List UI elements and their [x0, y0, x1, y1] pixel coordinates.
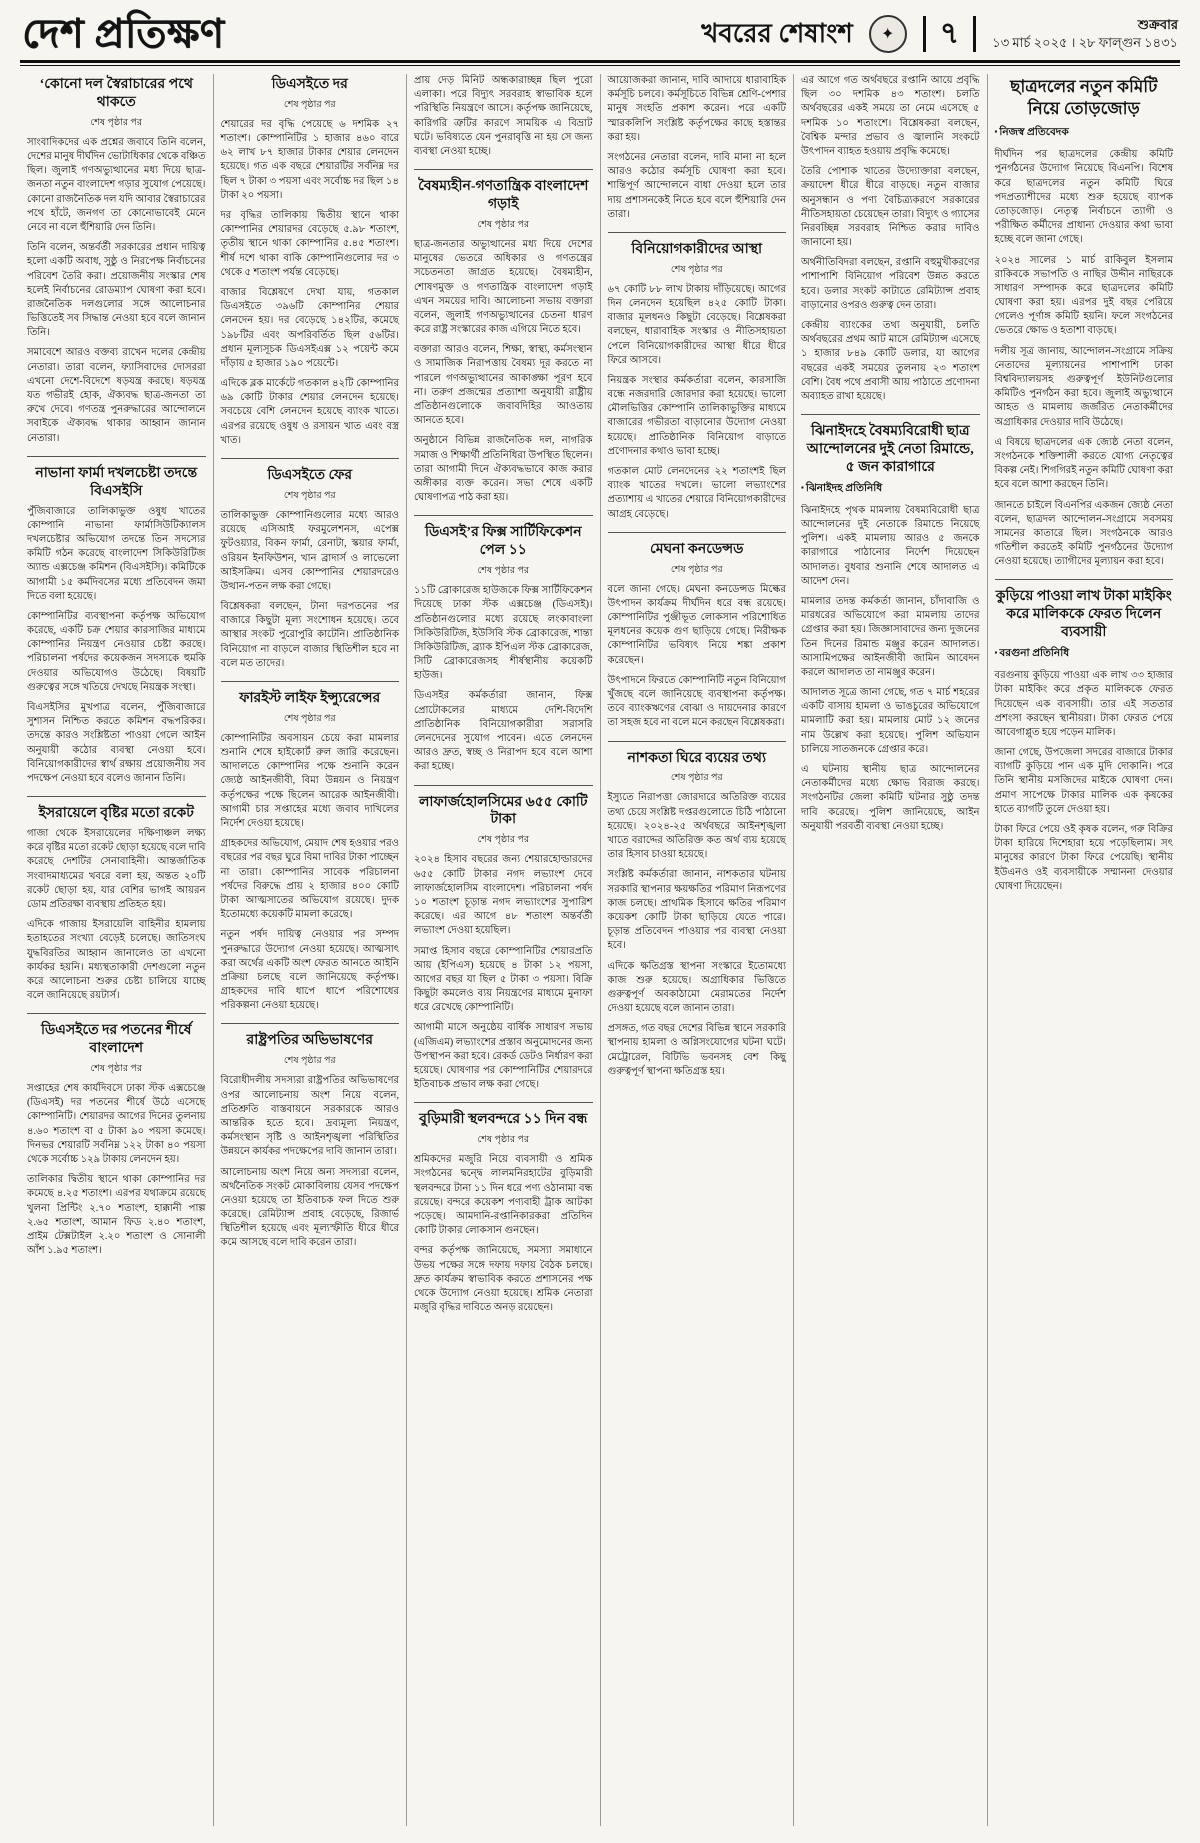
- article-paragraph: সাংবাদিকদের এক প্রশ্নের জবাবে তিনি বলেন, দেশের মানুষ দীর্ঘদিন ভোটাধিকার থেকে বঞ্চিত ছিল। জুলাই গণঅভ্যুত্থানের মধ্য দিয়ে ছাত্র-জনতা নতুন বাংলাদেশ গড়ার সুযোগ পেয়েছে। কোনো রাজনৈতিক দল যদি আবার স্বৈরাচারের পথে হাঁটে, জনগণ তা কোনোভাবেই মেনে নেবে না বলে হুঁশিয়ারি দেন তিনি।: [27, 136, 206, 233]
- masthead-right: [701, 15, 1178, 53]
- article-paragraph: এ ঘটনায় স্থানীয় ছাত্র আন্দোলনের নেতাকর্মীদের মধ্যে ক্ষোভ বিরাজ করছে। সংগঠনটির জেলা কমিটি ঘটনার সুষ্ঠু তদন্ত দাবি করেছে। পুলিশ জানিয়েছে, আইন অনুযায়ী পরবর্তী ব্যবস্থা নেওয়া হচ্ছে।: [801, 764, 980, 832]
- article-headline: ইসরায়েলে বৃষ্টির মতো রকেট: [27, 796, 206, 823]
- article-paragraph: জানা গেছে, উপজেলা সদরের বাজারে টাকার ব্যাগটি কুড়িয়ে পান এক মুদি দোকানি। পরে তিনি স্থানীয় মসজিদের মাইকে ঘোষণা দেন। প্রমাণ সাপেক্ষে টাকার মালিক এক কৃষকের হাতে ব্যাগটি তুলে দেওয়া হয়।: [994, 747, 1173, 815]
- continuation-label: শেষ পৃষ্ঠার পর: [90, 1064, 143, 1075]
- news-column-2: [214, 74, 408, 1826]
- article-paragraph: দর বৃদ্ধির তালিকায় দ্বিতীয় স্থানে থাকা কোম্পানির শেয়ারদর বেড়েছে ৫.৯৮ শতাংশ, তৃতীয় স্থানে থাকা কোম্পানির ৫.৪৫ শতাংশ। শীর্ষ দশে থাকা বাকি কোম্পানিগুলোর দর ৩ থেকে ৫ শতাংশ পর্যন্ত বেড়েছে।: [220, 210, 399, 278]
- article-headline: নাশকতা ঘিরে ব্যয়ের তথ্য: [608, 741, 787, 768]
- masthead: [20, 6, 1180, 63]
- date-line: ১৩ মার্চ ২০২৫ । ২৮ ফাল্গুন ১৪৩১: [992, 35, 1178, 50]
- article-byline: ▪ নিজস্ব প্রতিবেদক: [995, 125, 1174, 142]
- article-paragraph: গ্রাহকদের অভিযোগ, মেয়াদ শেষ হওয়ার পরও বছরের পর বছর ঘুরে বিমা দাবির টাকা পাচ্ছেন না তারা। কোম্পানির সাবেক পরিচালনা পর্ষদের বিরুদ্ধে প্রায় ২ হাজার ৪০০ কোটি টাকা আত্মসাতের অভিযোগ রয়েছে। দুদক ইতোমধ্যে কয়েকটি মামলা করেছে।: [220, 838, 399, 921]
- weekday: শুক্রবার: [1137, 16, 1178, 32]
- article-paragraph: মামলার তদন্ত কর্মকর্তা জানান, চাঁদাবাজি ও মারধরের অভিযোগে করা মামলায় তাদের গ্রেপ্তার করা হয়। জিজ্ঞাসাবাদের জন্য দুজনের তিন দিনের রিমান্ড মঞ্জুর করেন আদালত। আসামিপক্ষের আইনজীবী জামিন আবেদন করলে আদালত তা নামঞ্জুর করেন।: [801, 595, 980, 678]
- news-column-4: [601, 74, 795, 1826]
- article-paragraph: শেয়ারের দর বৃদ্ধি পেয়েছে ৬ দশমিক ২৭ শতাংশ। কোম্পানিটির ১ হাজার ৪৬০ বারে ৬২ লাখ ৮৭ হাজার টাকার শেয়ার লেনদেন হয়েছে। গত এক বছরে শেয়ারটির সর্বনিম্ন দর ছিল ৭ টাকা ৩ পয়সা এবং সর্বোচ্চ দর ছিল ১৪ টাকা ২০ পয়সা।: [220, 118, 399, 201]
- date-block: [992, 16, 1178, 52]
- article-paragraph: প্রসঙ্গত, গত বছর দেশের বিভিন্ন স্থানে সরকারি স্থাপনায় হামলা ও অগ্নিসংযোগের ঘটনা ঘটে। মেট্রোরেল, বিটিভি ভবনসহ বেশ কিছু গুরুত্বপূর্ণ স্থাপনা ক্ষতিগ্রস্ত হয়।: [607, 1023, 786, 1077]
- article-paragraph: ১১টি ব্রোকারেজ হাউজকে ফিক্স সার্টিফিকেশন দিয়েছে ঢাকা স্টক এক্সচেঞ্জ (ডিএসই)। প্রতিষ্ঠানগুলোর মধ্যে রয়েছে লংকাবাংলা সিকিউরিটিজ, ইউসিবি স্টক ব্রোকারেজ, শান্তা সিকিউরিটিজ, ব্র্যাক ইপিএল স্টক ব্রোকারেজ, সিটি ব্রোকারেজসহ শীর্ষস্থানীয় কয়েকটি হাউজ।: [414, 585, 593, 682]
- news-column-6: [988, 74, 1181, 1826]
- article-paragraph: এদিকে ক্ষতিগ্রস্ত স্থাপনা সংস্কারে ইতোমধ্যে কাজ শুরু হয়েছে। অগ্রাধিকার ভিত্তিতে গুরুত্বপূর্ণ অবকাঠামো মেরামতের নির্দেশ দেওয়া হয়েছে বলে জানান তারা।: [607, 960, 786, 1015]
- article-paragraph: গাজা থেকে ইসরায়েলের দক্ষিণাঞ্চল লক্ষ্য করে বৃষ্টির মতো রকেট ছোড়া হয়েছে বলে দাবি করেছে দেশটির সেনাবাহিনী। আন্তর্জাতিক সংবাদমাধ্যমের খবরে বলা হয়, অন্তত ২০টি রকেট ছোড়া হয়, যার বেশির ভাগই আয়রন ডোম প্রতিরক্ষা ব্যবস্থায় প্রতিহত হয়।: [27, 828, 206, 910]
- article-paragraph: ইস্যুতে নিরাপত্তা জোরদারে অতিরিক্ত ব্যয়ের তথ্য চেয়ে সংশ্লিষ্ট দপ্তরগুলোতে চিঠি পাঠানো হয়েছে। ২০২৪-২৫ অর্থবছরে আইনশৃঙ্খলা খাতে বরাদ্দের অতিরিক্ত কত অর্থ ব্যয় হয়েছে তার হিসাব চাওয়া হয়েছে।: [607, 792, 786, 861]
- continuation-label: শেষ পৃষ্ঠার পর: [90, 117, 143, 128]
- emblem-glyph-icon: ✦: [881, 26, 895, 43]
- article-paragraph: গতকাল মোট লেনদেনের ২২ শতাংশই ছিল ব্যাংক খাতের দখলে। ভালো লভ্যাংশের প্রত্যাশায় এ খাতের শেয়ারে বিনিয়োগকারীদের আগ্রহ বেড়েছে।: [607, 466, 786, 520]
- article-paragraph: তালিকার দ্বিতীয় স্থানে থাকা কোম্পানির দর কমেছে ৪.২৫ শতাংশ। এরপর যথাক্রমে রয়েছে খুলনা প্রিন্টিং ২.৭০ শতাংশ, হাক্কানী পাল্প ২.৬৫ শতাংশ, আমান ফিড ২.৪০ শতাংশ, প্রাইম টেক্সটাইল ২.২০ শতাংশ ও সোনালী আঁশ ১.৯৫ শতাংশ।: [27, 1174, 206, 1257]
- article-headline: ডিএসইতে দর: [271, 77, 348, 92]
- continuation-label: শেষ পৃষ্ঠার পর: [283, 1056, 336, 1067]
- article-paragraph: অনুষ্ঠানে বিভিন্ন রাজনৈতিক দল, নাগরিক সমাজ ও শিক্ষার্থী প্রতিনিধিরা উপস্থিত ছিলেন। তারা আগামী দিনে ঐক্যবদ্ধভাবে কাজ করার অঙ্গীকার ব্যক্ত করেন। সভা শেষে একটি ঘোষণাপত্র পাঠ করা হয়।: [414, 435, 593, 504]
- article-paragraph: বরগুনায় কুড়িয়ে পাওয়া এক লাখ ৩৩ হাজার টাকা মাইকিং করে প্রকৃত মালিককে ফেরত দিয়েছেন এক ব্যবসায়ী। তার এই সততার প্রশংসা করছেন স্থানীয়রা। টাকা ফেরত পেয়ে আবেগাপ্লুত হয়ে পড়েন মালিক।: [994, 670, 1173, 738]
- article-paragraph: তালিকাভুক্ত কোম্পানিগুলোর মধ্যে আরও রয়েছে এসিআই ফরমুলেশনস, এপেক্স ফুটওয়্যার, বিকন ফার্মা, রেনাটা, স্কয়ার ফার্মা, ওরিয়ন ইনফিউশন, খান ব্রাদার্স ও লাভেলো আইসক্রিম। এসব কোম্পানির শেয়ারদরেও উত্থান-পতন লক্ষ করা গেছে।: [220, 509, 399, 592]
- columns: [20, 65, 1180, 1826]
- article-headline: বিনিয়োগকারীদের আস্থা: [608, 232, 787, 259]
- article-headline: রাষ্ট্রপতির অভিভাষণের: [221, 1023, 400, 1050]
- continuation-label: শেষ পৃষ্ঠার পর: [670, 264, 723, 275]
- article-paragraph: সংশ্লিষ্ট কর্মকর্তারা জানান, নাশকতার ঘটনায় সরকারি স্থাপনার ক্ষয়ক্ষতির পরিমাণ নিরূপণের কাজ চলছে। প্রাথমিক হিসাবে ক্ষতির পরিমাণ কয়েকশ কোটি টাকা ছাড়িয়ে যেতে পারে। চূড়ান্ত প্রতিবেদন পাওয়ার পর ব্যবস্থা নেওয়া হবে।: [607, 869, 786, 952]
- article-headline: লাফার্জহোলসিমের ৬৫৫ কোটি টাকা: [414, 785, 593, 830]
- article-headline-lead: ছাত্রদলের নতুন কমিটি নিয়ে তোড়জোড়: [1010, 77, 1158, 119]
- article-headline: ডিএসইতে ফের: [221, 458, 400, 485]
- article-headline: বৈষম্যহীন-গণতান্ত্রিক বাংলাদেশ গড়াই: [414, 169, 593, 214]
- article-headline: মেঘনা কনডেন্সড: [608, 532, 787, 559]
- article-paragraph: তৈরি পোশাক খাতের উদ্যোক্তারা বলছেন, ক্রয়াদেশ ধীরে ধীরে বাড়ছে। নতুন বাজার অনুসন্ধান ও পণ্য বৈচিত্র্যকরণে সরকারের নীতিসহায়তা চেয়েছেন তারা। বিদ্যুৎ ও গ্যাসের নিরবচ্ছিন্ন সরবরাহ নিশ্চিত করার দাবিও জানানো হয়।: [801, 166, 980, 249]
- article-paragraph: শ্রমিকদের মজুরি নিয়ে ব্যবসায়ী ও শ্রমিক সংগঠনের দ্বন্দ্বে লালমনিরহাটের বুড়িমারী স্থলবন্দরে টানা ১১ দিন ধরে পণ্য ওঠানামা বন্ধ রয়েছে। বন্দরে কয়েকশ পণ্যবাহী ট্রাক আটকা পড়েছে। আমদানি-রপ্তানিকারকরা প্রতিদিন কোটি টাকার লোকসান গুনছেন।: [414, 1154, 593, 1237]
- article-paragraph: কোম্পানিটির অবসায়ন চেয়ে করা মামলার শুনানি শেষে হাইকোর্ট রুল জারি করেছেন। আদালতে কোম্পানির পক্ষে শুনানি করেন জ্যেষ্ঠ আইনজীবী, বিমা উন্নয়ন ও নিয়ন্ত্রণ কর্তৃপক্ষের পক্ষে ছিলেন আরেক আইনজীবী। আগামী চার সপ্তাহের মধ্যে জবাব দাখিলের নির্দেশ দেওয়া হয়েছে।: [220, 732, 399, 830]
- page-number: ৭: [923, 16, 977, 52]
- article-paragraph: বক্তারা আরও বলেন, শিক্ষা, স্বাস্থ্য, কর্মসংস্থান ও সামাজিক নিরাপত্তায় বৈষম্য দূর করতে না পারলে গণঅভ্যুত্থানের আকাঙ্ক্ষা পূরণ হবে না। তরুণ প্রজন্মের প্রত্যাশা অনুযায়ী রাষ্ট্রীয় প্রতিষ্ঠানগুলোকে জবাবদিহির আওতায় আনতে হবে।: [414, 344, 593, 427]
- article-paragraph: জানতে চাইলে বিএনপির একজন জ্যেষ্ঠ নেতা বলেন, ছাত্রদল আন্দোলন-সংগ্রামে সবসময় সামনের কাতারে ছিল। সংগঠনকে আরও গতিশীল করতেই কমিটি পুনর্গঠনের উদ্যোগ নেওয়া হয়েছে। ত্যাগীদের মূল্যায়ন করা হবে।: [994, 499, 1173, 568]
- article-headline: কুড়িয়ে পাওয়া লাখ টাকা মাইকিং করে মালিককে ফেরত দিলেন ব্যবসায়ী: [995, 579, 1174, 642]
- article-paragraph: নিয়ন্ত্রক সংস্থার কর্মকর্তারা বলেন, কারসাজি বন্ধে নজরদারি জোরদার করা হয়েছে। ভালো মৌলভিত্তির কোম্পানি তালিকাভুক্তির মাধ্যমে বাজারের গভীরতা বাড়ানোর উদ্যোগ নেওয়া হয়েছে। প্রাতিষ্ঠানিক বিনিয়োগ বাড়াতে প্রণোদনার কথাও ভাবা হচ্ছে।: [607, 374, 786, 457]
- article-paragraph: তিনি বলেন, অন্তর্বর্তী সরকারের প্রধান দায়িত্ব হলো একটি অবাধ, সুষ্ঠু ও নিরপেক্ষ নির্বাচনের পরিবেশ তৈরি করা। প্রয়োজনীয় সংস্কার শেষ হলেই নির্বাচনের রোডম্যাপ ঘোষণা করা হবে। রাজনৈতিক দলগুলোর সঙ্গে আলোচনার ভিত্তিতেই সব সিদ্ধান্ত নেওয়া হবে বলে জানান তিনি।: [27, 242, 206, 339]
- continuation-label: শেষ পৃষ্ঠার পর: [283, 713, 336, 724]
- article-paragraph: বন্দর কর্তৃপক্ষ জানিয়েছে, সমস্যা সমাধানে উভয় পক্ষের সঙ্গে দফায় দফায় বৈঠক চলছে। দ্রুত কার্যক্রম স্বাভাবিক করতে প্রশাসনের পক্ষ থেকে উদ্যোগ নেওয়া হয়েছে। শ্রমিক নেতারা মজুরি বৃদ্ধির দাবিতে অনড় রয়েছেন।: [414, 1245, 593, 1314]
- news-column-3: [407, 74, 601, 1826]
- article-paragraph: আগামী মাসে অনুষ্ঠেয় বার্ষিক সাধারণ সভায় (এজিএম) লভ্যাংশের প্রস্তাব অনুমোদনের জন্য উপস্থাপন করা হবে। রেকর্ড ডেটও নির্ধারণ করা হয়েছে। ঘোষণার পর কোম্পানিটির শেয়ারদরে ইতিবাচক প্রভাব লক্ষ করা গেছে।: [414, 1022, 593, 1091]
- article-headline: বুড়িমারী স্থলবন্দরে ১১ দিন বন্ধ: [414, 1102, 593, 1129]
- continuation-label: শেষ পৃষ্ঠার পর: [477, 835, 530, 846]
- article-paragraph: ২০২৪ সালের ১ মার্চ রাকিবুল ইসলাম রাকিবকে সভাপতি ও নাছির উদ্দীন নাছিরকে সাধারণ সম্পাদক করে ছাত্রদলের কমিটি ঘোষণা করা হয়। এরপর দুই বছর পেরিয়ে গেলেও পূর্ণাঙ্গ কমিটি হয়নি। ফলে সংগঠনের ভেতরে ক্ষোভ ও হতাশা বাড়ছে।: [994, 254, 1173, 337]
- article-paragraph: নতুন পর্ষদ দায়িত্ব নেওয়ার পর সম্পদ পুনরুদ্ধারে উদ্যোগ নেওয়া হয়েছে। আত্মসাৎ করা অর্থের একটি অংশ ফেরত আনতে আইনি প্রক্রিয়া চলছে বলে জানিয়েছে কর্তৃপক্ষ। গ্রাহকদের দাবি ধাপে ধাপে পরিশোধের পরিকল্পনা নেওয়া হয়েছে।: [220, 929, 399, 1012]
- article-paragraph: এদিকে গাজায় ইসরায়েলি বাহিনীর হামলায় হতাহতের সংখ্যা বেড়েই চলেছে। জাতিসংঘ যুদ্ধবিরতির আহ্বান জানালেও তা এখনো কার্যকর হয়নি। মধ্যস্থতাকারী দেশগুলো নতুন করে আলোচনা শুরুর চেষ্টা চালিয়ে যাচ্ছে বলে জানিয়েছে রয়টার্স।: [27, 919, 206, 1002]
- article-paragraph: পুঁজিবাজারে তালিকাভুক্ত ওষুধ খাতের কোম্পানি নাভানা ফার্মাসিউটিক্যালস দখলচেষ্টার অভিযোগ তদন্তে তিন সদস্যের কমিটি গঠন করেছে বাংলাদেশ সিকিউরিটিজ অ্যান্ড এক্সচেঞ্জ কমিশন (বিএসইসি)। কমিটিকে আগামী ১৫ কর্মদিবসের মধ্যে প্রতিবেদন জমা দিতে বলা হয়েছে।: [27, 505, 206, 602]
- article-paragraph: বিরোধীদলীয় সদস্যরা রাষ্ট্রপতির অভিভাষণের ওপর আলোচনায় অংশ নিয়ে বলেন, প্রতিশ্রুতি বাস্তবায়নে সরকারকে আরও আন্তরিক হতে হবে। দ্রব্যমূল্য নিয়ন্ত্রণ, কর্মসংস্থান সৃষ্টি ও আইনশৃঙ্খলা পরিস্থিতির উন্নয়নে কার্যকর পদক্ষেপের দাবি জানান তারা।: [220, 1075, 399, 1158]
- article-byline: ▪ বরগুনা প্রতিনিধি: [995, 646, 1174, 663]
- article-paragraph: বলে জানা গেছে। মেঘনা কনডেন্সড মিল্কের উৎপাদন কার্যক্রম দীর্ঘদিন ধরে বন্ধ রয়েছে। কোম্পানিটির পুঞ্জীভূত লোকসান পরিশোধিত মূলধনের কয়েক গুণ ছাড়িয়ে গেছে। নিরীক্ষক কোম্পানিটির ভবিষ্যৎ নিয়ে শঙ্কা প্রকাশ করেছেন।: [607, 583, 786, 666]
- paper-emblem-icon: [869, 15, 907, 53]
- article-paragraph: সপ্তাহের শেষ কার্যদিবসে ঢাকা স্টক এক্সচেঞ্জে (ডিএসই) দর পতনের শীর্ষে উঠে এসেছে কোম্পানিটি। শেয়ারদর আগের দিনের তুলনায় ৪.৬০ শতাংশ বা ৫ টাকা ৯০ পয়সা কমেছে। দিনভর শেয়ারটি সর্বনিম্ন ১২২ টাকা ৪০ পয়সা থেকে সর্বোচ্চ ১২৯ টাকায় লেনদেন হয়।: [27, 1083, 206, 1166]
- article-headline: নাভানা ফার্মা দখলচেষ্টা তদন্তে বিএসইসি: [27, 456, 206, 501]
- article-paragraph: বিএসইসির মুখপাত্র বলেন, পুঁজিবাজারে সুশাসন নিশ্চিত করতে কমিশন বদ্ধপরিকর। তদন্তে কারও সংশ্লিষ্টতা পাওয়া গেলে আইন অনুযায়ী কঠোর ব্যবস্থা নেওয়া হবে। বিনিয়োগকারীদের স্বার্থ রক্ষায় প্রয়োজনীয় সব পদক্ষেপ নেওয়া হবে বলেও জানান তিনি।: [27, 702, 206, 784]
- article-paragraph: প্রায় দেড় মিনিট অন্ধকারাচ্ছন্ন ছিল পুরো এলাকা। পরে বিদ্যুৎ সরবরাহ স্বাভাবিক হলে পরিস্থিতি নিয়ন্ত্রণে আসে। কর্তৃপক্ষ জানিয়েছে, কারিগরি ত্রুটির কারণে সাময়িক এ বিভ্রাট ঘটে। ভবিষ্যতে যেন পুনরাবৃত্তি না হয় সে জন্য ব্যবস্থা নেওয়া হচ্ছে।: [414, 75, 593, 157]
- article-paragraph: আদালত সূত্রে জানা গেছে, গত ৭ মার্চ শহরের একটি বাসায় হামলা ও ভাঙচুরের অভিযোগে মামলাটি করা হয়। মামলায় মোট ১২ জনের নাম উল্লেখ করা হয়েছে। পুলিশ অভিযান চালিয়ে সাতজনকে গ্রেপ্তার করে।: [801, 687, 980, 755]
- article-paragraph: টাকা ফিরে পেয়ে ওই কৃষক বলেন, গরু বিক্রির টাকা হারিয়ে দিশেহারা হয়ে পড়েছিলাম। সৎ মানুষের কারণে টাকা ফিরে পেয়েছি। স্থানীয় ইউএনও ওই ব্যবসায়ীকে সম্মাননা দেওয়ার ঘোষণা দিয়েছেন।: [994, 824, 1173, 892]
- article-paragraph: ২০২৪ হিসাব বছরের জন্য শেয়ারহোল্ডারদের ৬৫৫ কোটি টাকার নগদ লভ্যাংশ দেবে লাফার্জহোলসিম বাংলাদেশ। পরিচালনা পর্ষদ ১০ শতাংশ চূড়ান্ত নগদ লভ্যাংশের সুপারিশ করেছে। এর আগে ৪৮ শতাংশ অন্তর্বর্তী লভ্যাংশ দেওয়া হয়েছিল।: [414, 854, 593, 937]
- article-byline: ▪ ঝিনাইদহ প্রতিনিধি: [801, 481, 980, 498]
- continuation-label: শেষ পৃষ্ঠার পর: [477, 566, 530, 577]
- article-headline: ডিএসই’র ফিক্স সার্টিফিকেশন পেল ১১: [414, 515, 593, 560]
- paper-logo: দেশ প্রতিক্ষণ: [22, 11, 225, 56]
- section-title: খবরের শেষাংশ: [701, 19, 853, 48]
- article-paragraph: ডিএসইর কর্মকর্তারা জানান, ফিক্স প্রোটোকলের মাধ্যমে দেশি-বিদেশি প্রাতিষ্ঠানিক বিনিয়োগকারীরা সরাসরি লেনদেনের সুযোগ পাবেন। এতে লেনদেন আরও দ্রুত, স্বচ্ছ ও নিরাপদ হবে বলে আশা করা হচ্ছে।: [414, 690, 593, 773]
- article-headline: ফারইস্ট লাইফ ইন্স্যুরেন্সের: [221, 681, 400, 708]
- article-paragraph: দলীয় সূত্র জানায়, আন্দোলন-সংগ্রামে সক্রিয় নেতাদের মূল্যায়নের পাশাপাশি ঢাকা বিশ্ববিদ্যালয়সহ গুরুত্বপূর্ণ ইউনিটগুলোর কমিটিও পুনর্গঠন করা হবে। জুলাই অভ্যুত্থানে আহত ও মামলায় জর্জরিত নেতাকর্মীদের অগ্রাধিকার দেওয়ার দাবি উঠেছে।: [994, 345, 1173, 428]
- article-headline: ডিএসইতে দর পতনের শীর্ষে বাংলাদেশ: [27, 1013, 206, 1058]
- article-paragraph: এদিকে ব্লক মার্কেটে গতকাল ৪২টি কোম্পানির ৬৯ কোটি টাকার শেয়ার লেনদেন হয়েছে। সবচেয়ে বেশি লেনদেন হয়েছে ব্যাংক খাতে। এরপর রয়েছে ওষুধ ও রসায়ন খাত এবং বস্ত্র খাত।: [220, 378, 399, 446]
- continuation-label: শেষ পৃষ্ঠার পর: [283, 99, 336, 110]
- article-headline: ঝিনাইদহে বৈষম্যবিরোধী ছাত্র আন্দোলনের দুই নেতা রিমান্ডে, ৫ জন কারাগারে: [801, 414, 980, 477]
- article-paragraph: কেন্দ্রীয় ব্যাংকের তথ্য অনুযায়ী, চলতি অর্থবছরের প্রথম আট মাসে রেমিট্যান্স এসেছে ১ হাজার ৮৪৯ কোটি ডলার, যা আগের বছরের একই সময়ের তুলনায় ২৩ শতাংশ বেশি। বৈধ পথে প্রবাসী আয় পাঠাতে প্রণোদনা অব্যাহত রাখা হয়েছে।: [801, 320, 980, 402]
- article-paragraph: ছাত্র-জনতার অভ্যুত্থানের মধ্য দিয়ে দেশের মানুষের ভেতরে অধিকার ও গণতন্ত্রের সচেতনতা জাগ্রত হয়েছে। বৈষম্যহীন, শোষণমুক্ত ও গণতান্ত্রিক বাংলাদেশ গড়াই এখন সময়ের দাবি। আলোচনা সভায় বক্তারা বলেন, জুলাই গণঅভ্যুত্থানের চেতনা ধারণ করে রাষ্ট্র সংস্কারের কাজ এগিয়ে নিতে হবে।: [414, 238, 593, 336]
- article-paragraph: দীর্ঘদিন পর ছাত্রদলের কেন্দ্রীয় কমিটি পুনর্গঠনের উদ্যোগ নিয়েছে বিএনপি। বিশেষ করে ছাত্রদলের নতুন কমিটি ঘিরে পদপ্রত্যাশীদের মধ্যে শুরু হয়েছে ব্যাপক তোড়জোড়। নেতৃত্ব নির্বাচনে ত্যাগী ও পরীক্ষিত কর্মীদের প্রাধান্য দেওয়ার কথা ভাবা হচ্ছে বলে জানা গেছে।: [994, 149, 1173, 246]
- article-paragraph: সমাবেশে আরও বক্তব্য রাখেন দলের কেন্দ্রীয় নেতারা। তারা বলেন, ফ্যাসিবাদের দোসররা এখনো দেশে-বিদেশে ষড়যন্ত্র করছে। ষড়যন্ত্র যত গভীরই হোক, ঐক্যবদ্ধ ছাত্র-জনতা তা রুখে দেবে। গণতন্ত্র পুনরুদ্ধারের আন্দোলনে সবাইকে ঐক্যবদ্ধ থাকার আহ্বান জানান নেতারা।: [27, 347, 206, 444]
- article-paragraph: সংগঠনের নেতারা বলেন, দাবি মানা না হলে আরও কঠোর কর্মসূচি ঘোষণা করা হবে। শান্তিপূর্ণ আন্দোলনে বাধা দেওয়া হলে তার দায় প্রশাসনকেই নিতে হবে বলে হুঁশিয়ারি দেন তারা।: [607, 151, 786, 220]
- continuation-label: শেষ পৃষ্ঠার পর: [670, 773, 723, 784]
- article-paragraph: আলোচনায় অংশ নিয়ে অন্য সদস্যরা বলেন, অর্থনৈতিক সংকট মোকাবিলায় যেসব পদক্ষেপ নেওয়া হয়েছে তা ইতিবাচক ফল দিতে শুরু করেছে। রেমিট্যান্স প্রবাহ বেড়েছে, রিজার্ভ স্থিতিশীল হয়েছে এবং মূল্যস্ফীতি ধীরে ধীরে কমে আসছে বলে দাবি করেন তারা।: [220, 1166, 399, 1249]
- article-headline: ‘কোনো দল স্বৈরাচারের পথে থাকতে: [39, 77, 193, 110]
- article-paragraph: এর আগে গত অর্থবছরে রপ্তানি আয়ে প্রবৃদ্ধি ছিল ৩০ দশমিক ৪৩ শতাংশ। চলতি অর্থবছরের একই সময়ে তা নেমে এসেছে ৫ দশমিক ১০ শতাংশে। বিশ্লেষকরা বলছেন, বৈশ্বিক মন্দার প্রভাব ও জ্বালানি সংকটে উৎপাদন ব্যাহত হওয়ায় প্রবৃদ্ধি কমেছে।: [801, 75, 980, 157]
- news-column-5: [794, 74, 988, 1826]
- article-paragraph: বিশ্লেষকরা বলছেন, টানা দরপতনের পর বাজারে কিছুটা মূল্য সংশোধন হয়েছে। তবে আস্থার সংকট পুরোপুরি কাটেনি। প্রাতিষ্ঠানিক বিনিয়োগ না বাড়লে বাজার স্থিতিশীল হবে না বলে মত তাদের।: [220, 601, 399, 669]
- article-paragraph: বাজার বিশ্লেষণে দেখা যায়, গতকাল ডিএসইতে ৩৯৬টি কোম্পানির শেয়ার লেনদেন হয়। দর বেড়েছে ১৪২টির, কমেছে ১৯৮টির এবং অপরিবর্তিত ছিল ৫৬টির। প্রধান মূল্যসূচক ডিএসইএক্স ১২ পয়েন্ট কমে দাঁড়ায় ৫ হাজার ১৯০ পয়েন্টে।: [220, 286, 399, 369]
- article-paragraph: উৎপাদনে ফিরতে কোম্পানিটি নতুন বিনিয়োগ খুঁজছে বলে জানিয়েছে ব্যবস্থাপনা কর্তৃপক্ষ। তবে ব্যাংকঋণের বোঝা ও দায়দেনার কারণে তা সহজ হবে না বলে মনে করছেন বিশ্লেষকরা।: [607, 674, 786, 729]
- article-paragraph: ঝিনাইদহে পৃথক মামলায় বৈষম্যবিরোধী ছাত্র আন্দোলনের দুই নেতাকে রিমান্ডে নিয়েছে পুলিশ। একই মামলায় আরও ৫ জনকে কারাগারে পাঠানোর নির্দেশ দিয়েছেন আদালত। বুধবার শুনানি শেষে আদালত এ আদেশ দেন।: [801, 504, 980, 587]
- article-paragraph: অর্থনীতিবিদরা বলছেন, রপ্তানি বহুমুখীকরণের পাশাপাশি বিনিয়োগ পরিবেশ উন্নত করতে হবে। ডলার সংকট কাটাতে রেমিট্যান্স প্রবাহ বাড়ানোর ওপরও গুরুত্ব দেন তারা।: [801, 257, 980, 311]
- article-paragraph: এ বিষয়ে ছাত্রদলের এক জ্যেষ্ঠ নেতা বলেন, সংগঠনকে শক্তিশালী করতে যোগ্য নেতৃত্বের বিকল্প নেই। শিগগিরই নতুন কমিটি ঘোষণা করা হবে বলে আশা করছেন তিনি।: [994, 436, 1173, 491]
- article-paragraph: আয়োজকরা জানান, দাবি আদায়ে ধারাবাহিক কর্মসূচি চলবে। কর্মসূচিতে বিভিন্ন শ্রেণি-পেশার মানুষ সংহতি প্রকাশ করেন। পরে একটি স্মারকলিপি সংশ্লিষ্ট কর্তৃপক্ষের কাছে হস্তান্তর করা হয়।: [607, 75, 786, 143]
- continuation-label: শেষ পৃষ্ঠার পর: [477, 1135, 530, 1146]
- continuation-label: শেষ পৃষ্ঠার পর: [670, 564, 723, 575]
- article-paragraph: সমাপ্ত হিসাব বছরে কোম্পানিটির শেয়ারপ্রতি আয় (ইপিএস) হয়েছে ৪ টাকা ১২ পয়সা, আগের বছর যা ছিল ৫ টাকা ৩ পয়সা। বিক্রি কিছুটা কমলেও ব্যয় নিয়ন্ত্রণের মাধ্যমে মুনাফা ধরে রেখেছে কোম্পানিটি।: [414, 945, 593, 1014]
- news-column-1: [20, 74, 214, 1826]
- continuation-label: শেষ পৃষ্ঠার পর: [477, 219, 530, 230]
- article-paragraph: ৬৭ কোটি ৮৮ লাখ টাকায় দাঁড়িয়েছে। আগের দিন লেনদেন হয়েছিল ৪২৫ কোটি টাকা। বাজার মূলধনও কিছুটা বেড়েছে। বিশ্লেষকরা বলছেন, ধারাবাহিক সংস্কার ও নীতিসহায়তা পেলে বিনিয়োগকারীদের আস্থা ধীরে ধীরে ফিরে আসবে।: [607, 283, 786, 366]
- article-paragraph: কোম্পানিটির ব্যবস্থাপনা কর্তৃপক্ষ অভিযোগ করেছে, একটি চক্র শেয়ার কারসাজির মাধ্যমে কোম্পানির নিয়ন্ত্রণ নেওয়ার চেষ্টা করছে। পরিচালনা পর্ষদের কয়েকজন সদস্যকে হুমকি দেওয়ার অভিযোগও উঠেছে। বিষয়টি গুরুত্বের সঙ্গে খতিয়ে দেখছে নিয়ন্ত্রক সংস্থা।: [27, 610, 206, 693]
- continuation-label: শেষ পৃষ্ঠার পর: [283, 490, 336, 501]
